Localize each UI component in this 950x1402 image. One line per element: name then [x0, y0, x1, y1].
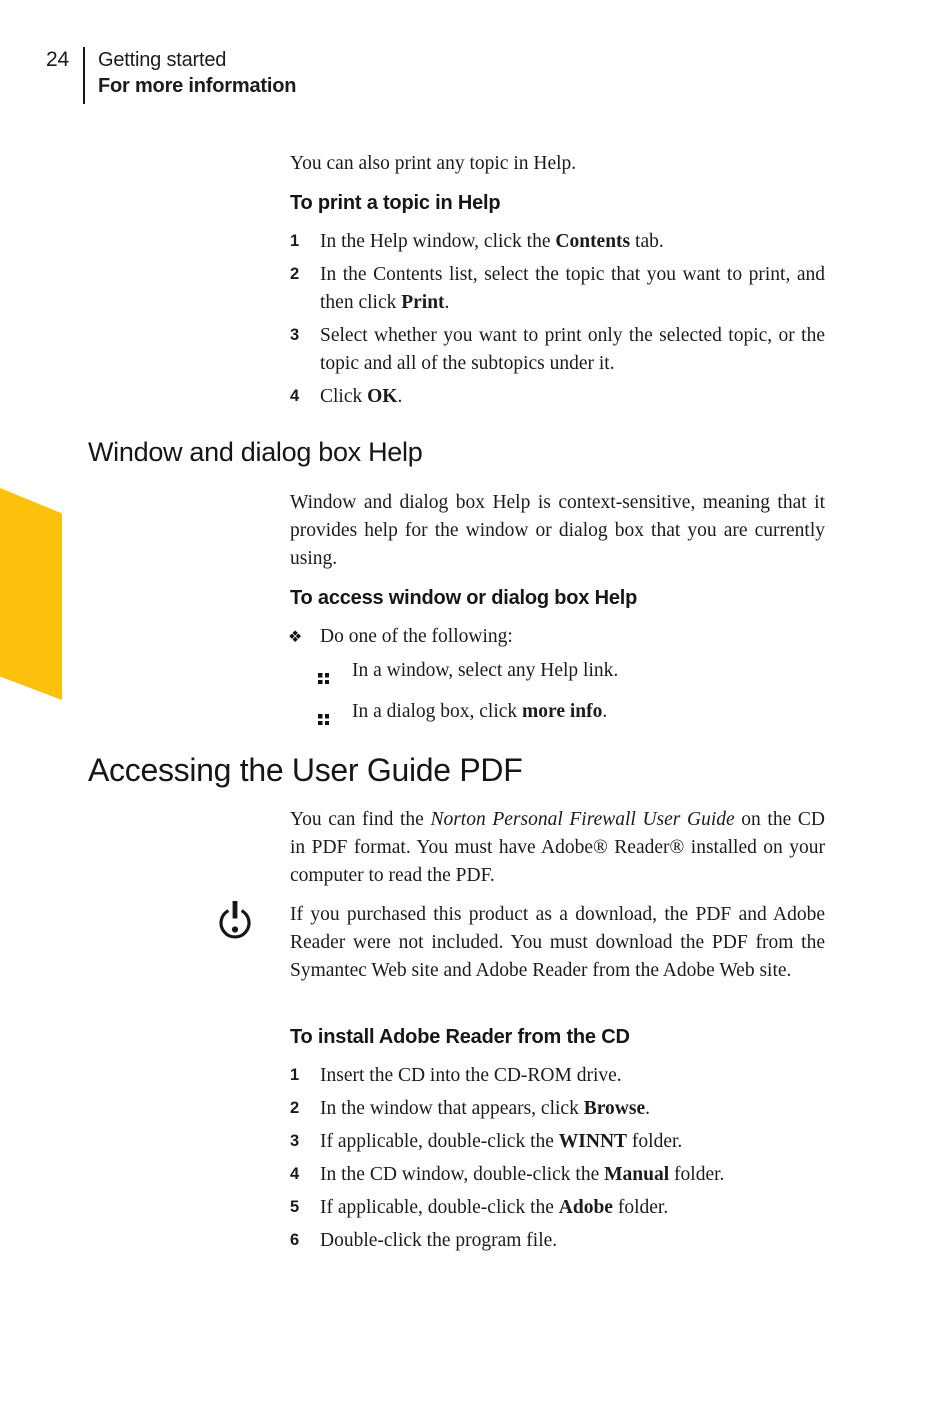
- step-number: 1: [290, 232, 300, 250]
- step-number: 1: [290, 1066, 300, 1084]
- step-text: Double-click the program file.: [320, 1230, 558, 1251]
- step-text: In the Contents list, select the topic that you want to print, and then click Print.: [320, 264, 825, 313]
- task-heading-print-topic: To print a topic in Help: [290, 192, 501, 214]
- step-number: 6: [290, 1231, 300, 1249]
- step-text: Insert the CD into the CD-ROM drive.: [320, 1065, 622, 1086]
- task-heading-install-reader: To install Adobe Reader from the CD: [290, 1026, 630, 1048]
- list-item: [318, 657, 828, 692]
- list-item: [290, 228, 830, 256]
- yellow-tab-accent: [0, 488, 62, 700]
- install-reader-steps: [290, 1062, 830, 1260]
- list-item: [290, 1128, 830, 1156]
- section-heading-user-guide-pdf: Accessing the User Guide PDF: [88, 752, 523, 788]
- header-divider: [83, 47, 85, 104]
- chapter-title: Getting started: [98, 49, 227, 71]
- step-number: 4: [290, 387, 300, 405]
- list-item: [290, 1062, 830, 1090]
- squares-bullet-icon: [318, 698, 352, 733]
- squares-bullet-icon: [318, 657, 352, 692]
- list-item: [290, 383, 830, 411]
- task-heading-access-help: To access window or dialog box Help: [290, 587, 638, 609]
- step-text: If applicable, double-click the WINNT folder.: [320, 1131, 683, 1152]
- print-topic-steps: [290, 228, 830, 416]
- list-item: [290, 1095, 830, 1123]
- step-number: 5: [290, 1198, 300, 1216]
- step-text: In the Help window, click the Contents tab.: [320, 231, 664, 252]
- window-dialog-help-paragraph: Window and dialog box Help is context-sensitive, meaning that it provides help for the window or dialog box that you are currently using.: [290, 492, 825, 569]
- step-number: 2: [290, 265, 300, 283]
- running-header: [46, 47, 296, 104]
- download-note-paragraph: If you purchased this product as a download, the PDF and Adobe Reader were not included. You must download the PDF from the Symantec Web site and Adobe Reader from the Adobe Web site.: [290, 904, 825, 981]
- step-text: Click OK.: [320, 386, 403, 407]
- bullet-text: Do one of the following:: [320, 626, 513, 647]
- note-icon: [215, 901, 255, 939]
- user-guide-intro-paragraph: You can find the Norton Personal Firewall User Guide on the CD in PDF format. You must have Adobe® Reader® installed on your computer to read the PDF.: [290, 809, 825, 886]
- step-text: If applicable, double-click the Adobe folder.: [320, 1197, 669, 1218]
- bullet-text: In a dialog box, click more info.: [352, 701, 608, 722]
- step-text: In the window that appears, click Browse.: [320, 1098, 650, 1119]
- bullet-text: In a window, select any Help link.: [352, 660, 619, 681]
- step-number: 2: [290, 1099, 300, 1117]
- list-item: [290, 261, 830, 317]
- section-subtitle: For more information: [98, 75, 297, 97]
- list-item: [290, 1194, 830, 1222]
- diamond-bullet-icon: ❖: [288, 627, 303, 646]
- list-item: [290, 1161, 830, 1189]
- intro-paragraph: You can also print any topic in Help.: [290, 153, 577, 174]
- list-item: [290, 322, 830, 378]
- step-number: 3: [290, 326, 300, 344]
- list-item: [290, 1227, 830, 1255]
- step-text: Select whether you want to print only the selected topic, or the topic and all of the subtopics under it.: [320, 325, 825, 374]
- step-number: 3: [290, 1132, 300, 1150]
- page-number: 24: [46, 48, 69, 71]
- section-heading-window-dialog-help: Window and dialog box Help: [88, 437, 423, 467]
- list-item: [318, 698, 828, 733]
- step-number: 4: [290, 1165, 300, 1183]
- list-item: [288, 623, 828, 651]
- book-title: Norton Personal Firewall User Guide: [430, 809, 735, 830]
- step-text: In the CD window, double-click the Manual folder.: [320, 1164, 725, 1185]
- access-help-bullets: [288, 623, 828, 739]
